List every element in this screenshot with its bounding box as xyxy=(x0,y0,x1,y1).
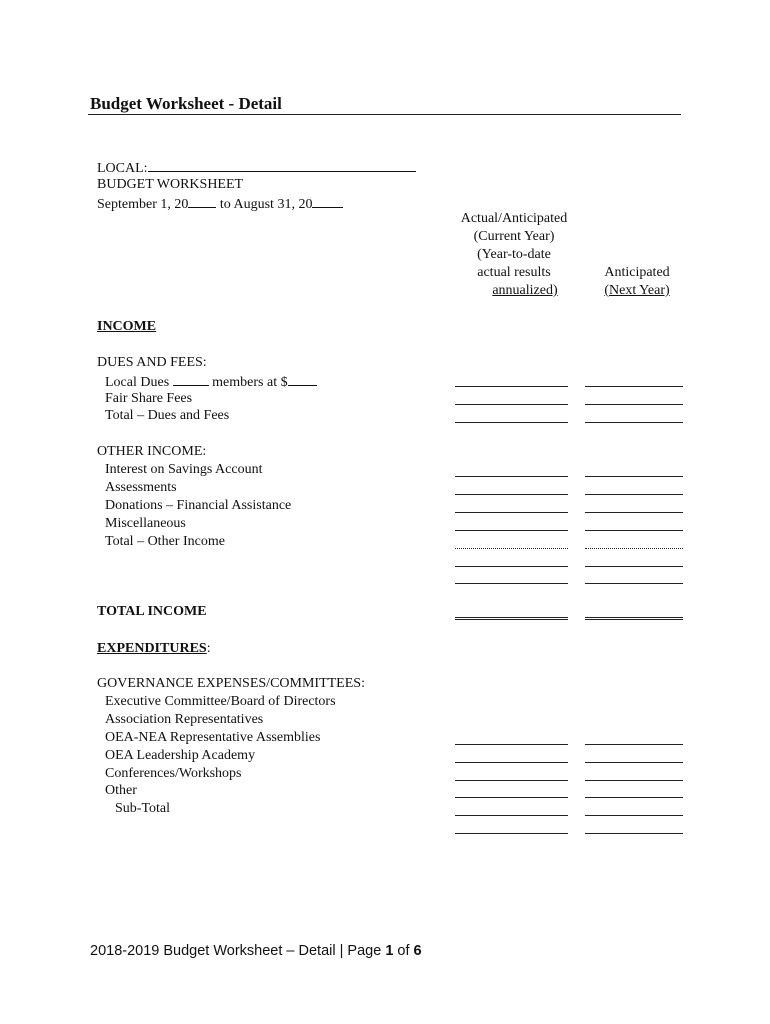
governance-heading: GOVERNANCE EXPENSES/COMMITTEES: xyxy=(97,676,365,691)
local-line xyxy=(97,158,416,177)
expenditures-heading-colon: : xyxy=(206,641,211,656)
answer-line-current[interactable] xyxy=(455,797,568,798)
other-income-heading: OTHER INCOME: xyxy=(97,444,207,459)
answer-line-next[interactable] xyxy=(585,583,683,584)
col-current-line-4: actual results xyxy=(477,265,551,280)
end-year-field[interactable] xyxy=(312,194,343,208)
other-income-item: Donations – Financial Assistance xyxy=(105,498,292,513)
answer-line-current[interactable] xyxy=(455,422,568,423)
answer-line-next[interactable] xyxy=(585,530,683,531)
answer-line-next[interactable] xyxy=(585,512,683,513)
answer-line-next[interactable] xyxy=(585,404,683,405)
answer-line-current[interactable] xyxy=(455,780,568,781)
footer-total-pages: 6 xyxy=(413,943,422,959)
dues-total-label: Total – Dues and Fees xyxy=(105,408,230,423)
answer-line-next[interactable] xyxy=(585,815,683,816)
answer-line-next[interactable] xyxy=(585,744,683,745)
answer-line-next[interactable] xyxy=(585,566,683,567)
expense-item: Executive Committee/Board of Directors xyxy=(105,694,336,709)
page-footer xyxy=(90,943,422,960)
dues-heading: DUES AND FEES: xyxy=(97,355,207,370)
col-next-line-2: (Next Year) xyxy=(604,283,670,298)
expense-item: OEA Leadership Academy xyxy=(105,748,256,763)
col-current-line-1: Actual/Anticipated xyxy=(460,211,568,226)
members-count-field[interactable] xyxy=(173,372,209,386)
footer-page-number: 1 xyxy=(385,943,394,959)
answer-line-current[interactable] xyxy=(455,386,568,387)
answer-line-current[interactable] xyxy=(455,494,568,495)
worksheet-label: BUDGET WORKSHEET xyxy=(97,177,244,192)
footer-of: of xyxy=(393,943,414,959)
total-income-line-next[interactable] xyxy=(585,617,683,620)
expense-item: Association Representatives xyxy=(105,712,264,727)
total-income-label: TOTAL INCOME xyxy=(97,604,207,619)
subtotal-label: Sub-Total xyxy=(115,801,171,816)
answer-line-next[interactable] xyxy=(585,494,683,495)
answer-line-next[interactable] xyxy=(585,476,683,477)
other-income-item: Assessments xyxy=(105,480,177,495)
answer-line-next[interactable] xyxy=(585,548,683,549)
col-current-line-2: (Current Year) xyxy=(473,229,555,244)
other-income-item: Interest on Savings Account xyxy=(105,462,263,477)
expense-item: Conferences/Workshops xyxy=(105,766,242,781)
answer-line-next[interactable] xyxy=(585,422,683,423)
answer-line-current[interactable] xyxy=(455,512,568,513)
answer-line-next[interactable] xyxy=(585,762,683,763)
answer-line-current[interactable] xyxy=(455,404,568,405)
local-label: LOCAL: xyxy=(97,161,148,176)
period-line xyxy=(97,194,343,213)
period-start-label: September 1, 20 xyxy=(97,197,189,212)
answer-line-current[interactable] xyxy=(455,566,568,567)
answer-line-current[interactable] xyxy=(455,476,568,477)
answer-line-current[interactable] xyxy=(455,815,568,816)
answer-line-current[interactable] xyxy=(455,762,568,763)
column-header-next xyxy=(584,264,690,300)
local-dues-label: Local Dues xyxy=(105,375,170,390)
answer-line-current[interactable] xyxy=(455,548,568,549)
start-year-field[interactable] xyxy=(188,194,216,208)
dues-rate-field[interactable] xyxy=(288,372,317,386)
members-at-label: members at $ xyxy=(212,375,288,390)
local-name-field[interactable] xyxy=(148,158,416,172)
answer-line-next[interactable] xyxy=(585,833,683,834)
title-rule xyxy=(88,114,681,115)
col-current-line-3: (Year-to-date xyxy=(477,247,551,262)
income-heading: INCOME xyxy=(97,319,157,334)
fair-share-label: Fair Share Fees xyxy=(105,391,193,406)
answer-line-next[interactable] xyxy=(585,797,683,798)
column-header-current xyxy=(444,210,584,300)
col-current-line-5: annualized) xyxy=(492,283,558,298)
other-income-total-label: Total – Other Income xyxy=(105,534,225,549)
answer-line-current[interactable] xyxy=(455,583,568,584)
col-next-line-1: Anticipated xyxy=(604,265,670,280)
expenditures-heading-text: EXPENDITURES xyxy=(97,641,207,656)
document-title: Budget Worksheet - Detail xyxy=(90,94,282,113)
answer-line-next[interactable] xyxy=(585,386,683,387)
answer-line-current[interactable] xyxy=(455,530,568,531)
other-income-item: Miscellaneous xyxy=(105,516,186,531)
expense-item: Other xyxy=(105,783,137,798)
expense-item: OEA-NEA Representative Assemblies xyxy=(105,730,321,745)
answer-line-current[interactable] xyxy=(455,744,568,745)
answer-line-next[interactable] xyxy=(585,780,683,781)
footer-text: 2018-2019 Budget Worksheet – Detail | Page xyxy=(90,943,386,959)
total-income-line-current[interactable] xyxy=(455,617,568,620)
expenditures-heading xyxy=(97,640,211,657)
period-mid-label: to August 31, 20 xyxy=(219,197,313,212)
local-dues-line xyxy=(105,372,317,391)
answer-line-current[interactable] xyxy=(455,833,568,834)
